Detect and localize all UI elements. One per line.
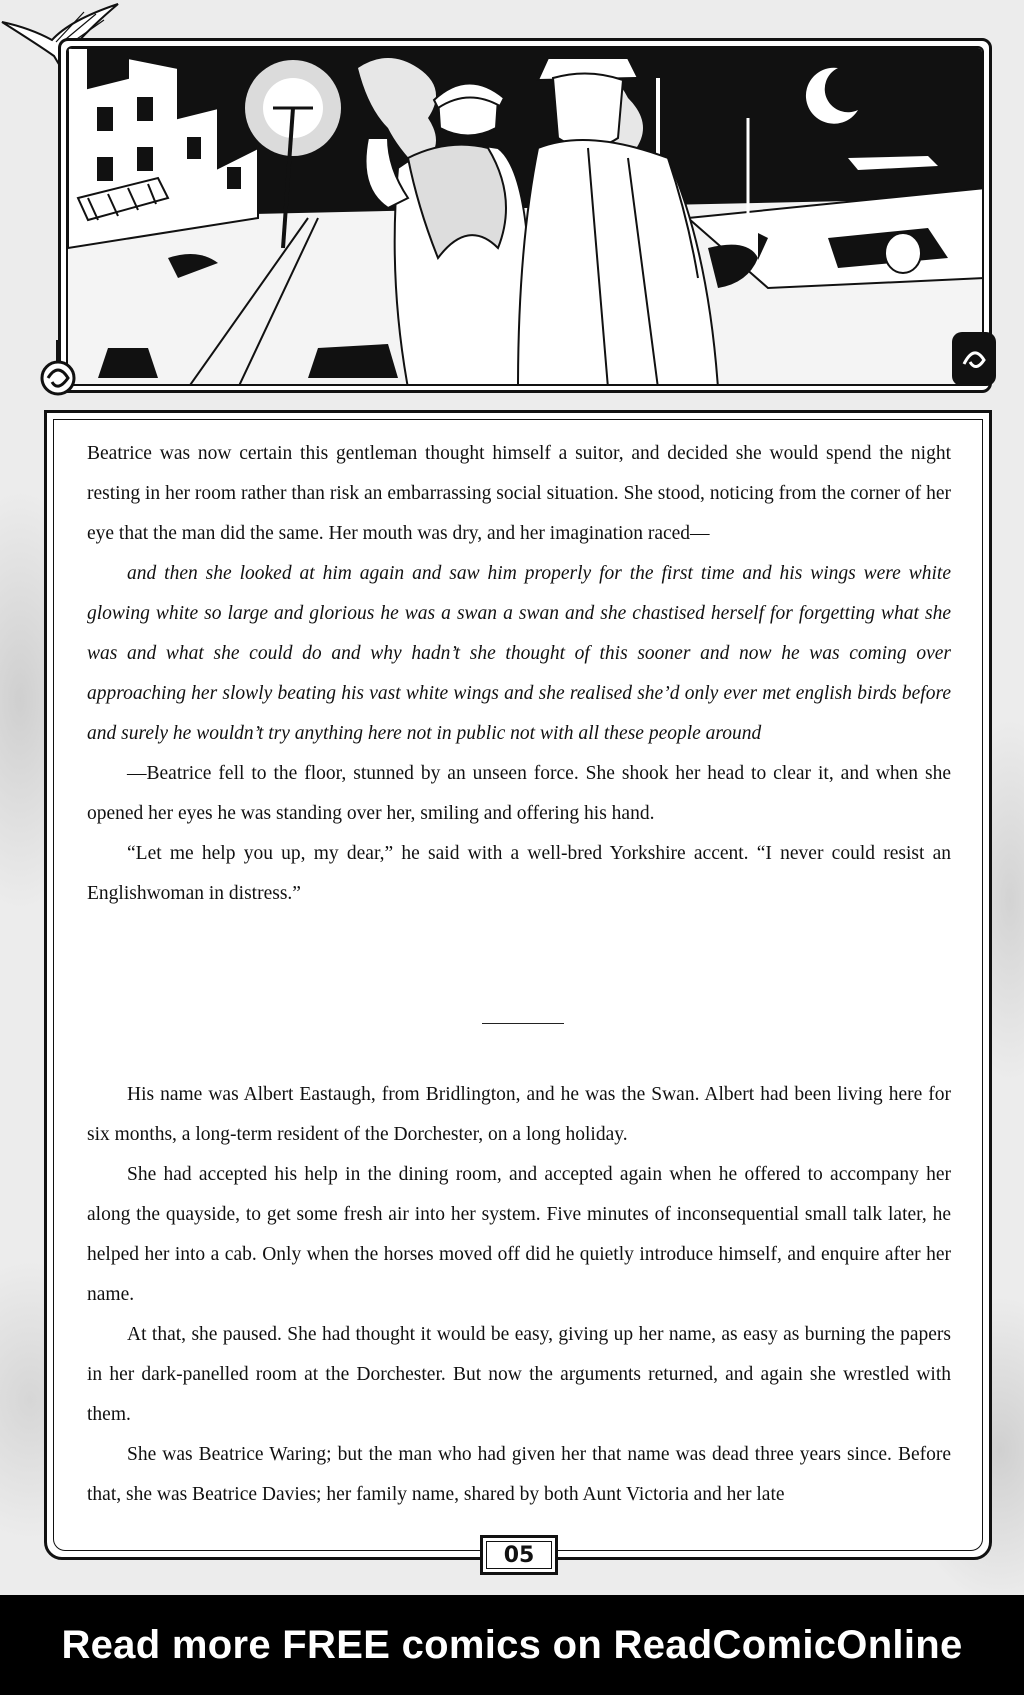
street-scene-illustration bbox=[68, 48, 984, 386]
paragraph: His name was Albert Eastaugh, from Bridlington, and he was the Swan. Albert had been living here for six months, a long-term resident of the Dorchester, on a long holiday. bbox=[87, 1084, 951, 1145]
story-text-lower bbox=[87, 1075, 951, 1515]
swirl-ornament-icon bbox=[28, 340, 88, 410]
paragraph: Beatrice was now certain this gentleman thought himself a suitor, and decided she would spend the night resting in her room rather than risk an embarrassing social situation. She stood, noticing from the corner of her eye that the man did the same. Her mouth was dry, and her imagination raced— bbox=[87, 443, 951, 544]
illustration-panel bbox=[66, 46, 984, 386]
italic-paragraph: and then she looked at him again and saw him properly for the first time and his wings were white glowing white so large and glorious he was a swan a swan and she chastised herself for forgetting what she was and what she could do and why hadn’t she thought of this sooner and now he was coming over approaching her slowly beating his vast white wings and she realised she’d only ever met english birds before and surely he wouldn’t try anything here not in public not with all these people around bbox=[87, 563, 951, 744]
promo-banner[interactable]: Read more FREE comics on ReadComicOnline bbox=[0, 1595, 1024, 1695]
section-divider bbox=[482, 1023, 564, 1024]
paragraph: She had accepted his help in the dining room, and accepted again when he offered to accompany her along the quayside, to get some fresh air into her system. Five minutes of inconsequential small talk later, he helped her into a cab. Only when the horses moved off did he quietly introduce himself, and enquire after her name. bbox=[87, 1164, 951, 1305]
paragraph: At that, she paused. She had thought it would be easy, giving up her name, as easy as burning the papers in her dark-panelled room at the Dorchester. But now the arguments returned, and again she wrestled with them. bbox=[87, 1324, 951, 1425]
paragraph: —Beatrice fell to the floor, stunned by an unseen force. She shook her head to clear it, and when she opened her eyes he was standing over her, smiling and offering his hand. bbox=[87, 763, 951, 824]
story-text-upper bbox=[87, 434, 951, 914]
swirl-ornament-icon bbox=[950, 330, 1000, 390]
dialogue-paragraph: “Let me help you up, my dear,” he said with a well-bred Yorkshire accent. “I never could resist an Englishwoman in distress.” bbox=[87, 843, 951, 904]
paragraph: She was Beatrice Waring; but the man who had given her that name was dead three years since. Before that, she was Beatrice Davies; her family name, shared by both Aunt Victoria and her late bbox=[87, 1444, 951, 1505]
page-number: 05 bbox=[480, 1535, 558, 1575]
